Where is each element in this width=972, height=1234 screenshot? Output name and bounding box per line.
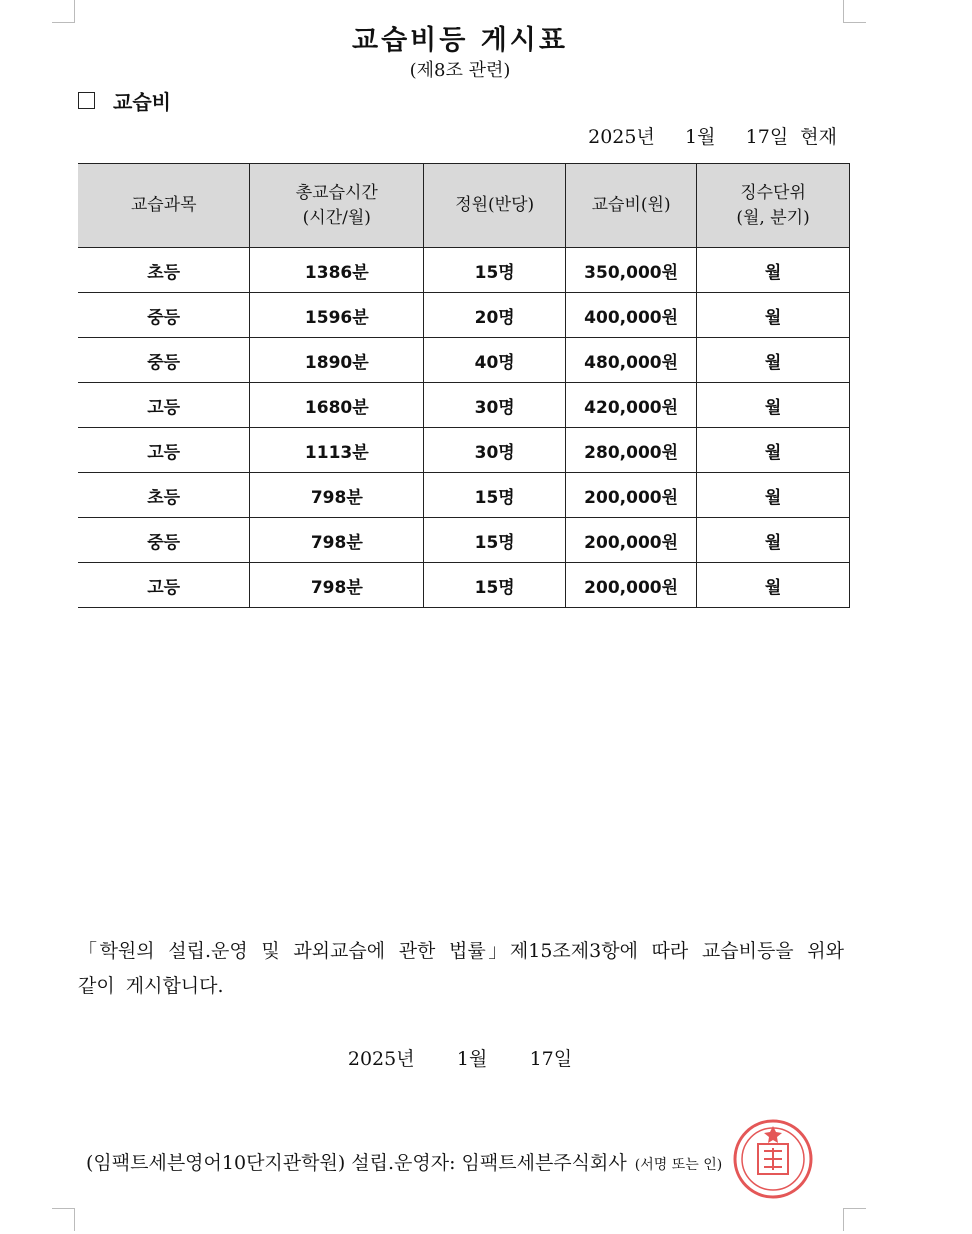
cell-capacity: 40명	[424, 338, 566, 383]
signature-text: (임팩트세븐영어10단지관학원) 설립.운영자: 임팩트세븐주식회사	[86, 1152, 627, 1174]
header-subject: 교습과목	[78, 164, 250, 248]
section-label: 교습비	[113, 90, 171, 114]
cell-capacity: 20명	[424, 293, 566, 338]
header-capacity: 정원(반당)	[424, 164, 566, 248]
cell-total-minutes: 1113분	[250, 428, 424, 473]
cell-billing-unit: 월	[697, 338, 850, 383]
cell-total-minutes: 798분	[250, 518, 424, 563]
notice-text: 「학원의 설립.운영 및 과외교습에 관한 법률」제15조제3항에 따라 교습비등을 위와 같이 게시합니다.	[78, 940, 844, 997]
header-fee: 교습비(원)	[566, 164, 697, 248]
header-billing-unit: 징수단위 (월, 분기)	[697, 164, 850, 248]
cell-billing-unit: 월	[697, 248, 850, 293]
cell-subject: 중등	[78, 338, 250, 383]
crop-mark-bottom-left	[52, 1208, 75, 1231]
cell-fee: 200,000원	[566, 473, 697, 518]
crop-mark-bottom-right	[843, 1208, 866, 1231]
cell-capacity: 30명	[424, 383, 566, 428]
cell-capacity: 30명	[424, 428, 566, 473]
as-of-date: 2025년 1월 17일 현재	[588, 126, 837, 148]
cell-billing-unit: 월	[697, 563, 850, 608]
signature-line	[86, 1148, 722, 1175]
cell-subject: 중등	[78, 518, 250, 563]
cell-fee: 420,000원	[566, 383, 697, 428]
cell-fee: 350,000원	[566, 248, 697, 293]
table-header-row	[78, 164, 850, 248]
official-seal-icon	[732, 1118, 814, 1200]
cell-capacity: 15명	[424, 518, 566, 563]
cell-capacity: 15명	[424, 248, 566, 293]
table-row	[78, 473, 850, 518]
cell-subject: 초등	[78, 473, 250, 518]
cell-total-minutes: 1680분	[250, 383, 424, 428]
cell-fee: 480,000원	[566, 338, 697, 383]
table-row	[78, 428, 850, 473]
cell-fee: 280,000원	[566, 428, 697, 473]
cell-total-minutes: 1890분	[250, 338, 424, 383]
table-row	[78, 383, 850, 428]
fee-table	[78, 163, 850, 608]
table-row	[78, 248, 850, 293]
cell-subject: 고등	[78, 383, 250, 428]
document-subtitle: (제8조 관련)	[409, 60, 511, 81]
table-row	[78, 338, 850, 383]
header-total-hours: 총교습시간 (시간/월)	[250, 164, 424, 248]
cell-billing-unit: 월	[697, 428, 850, 473]
table-row	[78, 518, 850, 563]
notice-date: 2025년 1월 17일	[347, 1048, 573, 1070]
signature-note: (서명 또는 인)	[634, 1157, 723, 1173]
checkbox-icon	[78, 92, 95, 109]
cell-billing-unit: 월	[697, 518, 850, 563]
cell-billing-unit: 월	[697, 293, 850, 338]
cell-fee: 200,000원	[566, 563, 697, 608]
cell-subject: 고등	[78, 428, 250, 473]
cell-capacity: 15명	[424, 473, 566, 518]
table-row	[78, 563, 850, 608]
cell-fee: 200,000원	[566, 518, 697, 563]
cell-billing-unit: 월	[697, 473, 850, 518]
cell-subject: 초등	[78, 248, 250, 293]
cell-total-minutes: 798분	[250, 563, 424, 608]
cell-total-minutes: 1386분	[250, 248, 424, 293]
cell-billing-unit: 월	[697, 383, 850, 428]
cell-total-minutes: 1596분	[250, 293, 424, 338]
cell-fee: 400,000원	[566, 293, 697, 338]
document-title: 교습비등 게시표	[352, 25, 568, 56]
cell-capacity: 15명	[424, 563, 566, 608]
cell-total-minutes: 798분	[250, 473, 424, 518]
cell-subject: 고등	[78, 563, 250, 608]
section-heading	[78, 86, 171, 115]
cell-subject: 중등	[78, 293, 250, 338]
table-row	[78, 293, 850, 338]
